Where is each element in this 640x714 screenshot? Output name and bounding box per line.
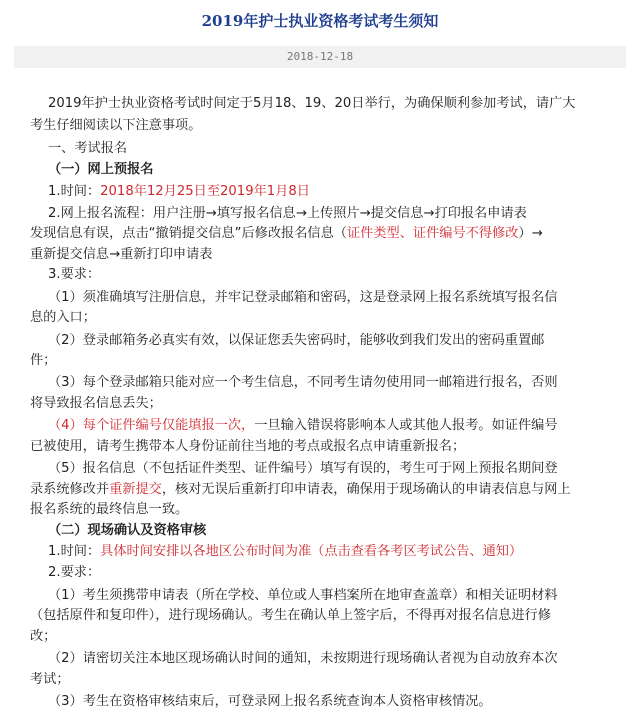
page-title: 2019年护士执业资格考试考生须知	[201, 12, 439, 30]
intro-line-2: 考生仔细阅读以下注意事项。	[30, 118, 202, 134]
req-3-line-2: 将导致报名信息丢失；	[30, 395, 162, 411]
req-4-highlight: （4）每个证件编号仅能填报一次，	[48, 418, 255, 434]
req-4-line-2: 已被使用，请考生携带本人身份证前往当地的考点或报名点申请重新报名；	[30, 438, 466, 454]
req-4-text: 一旦输入错误将影响本人或其他人报考。如证件编号	[254, 418, 558, 434]
onsite-req-1-line-2: （包括原件和复印件），进行现场确认。考生在确认单上签字后，不得再对报名信息进行修	[30, 608, 551, 624]
online-note	[30, 224, 543, 244]
note-arrow: ）→	[518, 226, 543, 242]
req-3-line-1: （3）每个登录邮箱只能对应一个考生信息，不同考生请勿使用同一邮箱进行报名，否则	[48, 375, 558, 391]
time-value: 2018年12月25日至2019年1月8日	[100, 183, 310, 199]
onsite-time-value[interactable]: 具体时间安排以各地区公布时间为准（点击查看各考区考试公告、通知）	[100, 544, 523, 560]
publish-date	[14, 46, 626, 68]
subsection-heading-online: （一）网上预报名	[48, 162, 154, 178]
req-5-line-1: （5）报名信息（不包括证件类型、证件编号）填写有误的，考生可于网上预报名期间登	[48, 461, 558, 477]
onsite-req-1-line-3: 改；	[30, 628, 57, 644]
online-flow: 2.网上报名流程：用户注册→填写报名信息→上传照片→提交信息→打印报名申请表	[48, 205, 527, 221]
req-1-line-2: 息的入口；	[30, 310, 96, 326]
onsite-req-2-line-2: 考试；	[30, 671, 70, 687]
online-note-cont: 重新提交信息→重新打印申请表	[30, 246, 213, 262]
online-requirements-label: 3.要求：	[48, 267, 101, 283]
onsite-time-label: 1.时间：	[48, 544, 101, 560]
req-5-text-a: 录系统修改并	[30, 481, 110, 497]
note-highlight: 证件类型、证件编号不得修改	[346, 226, 519, 242]
online-time	[48, 182, 310, 202]
onsite-requirements-label: 2.要求：	[48, 565, 101, 581]
onsite-req-1-line-1: （1）考生须携带申请表（所在学校、单位或人事档案所在地审查盖章）和相关证明材料	[48, 587, 558, 603]
req-5-highlight: 重新提交	[109, 481, 162, 497]
onsite-time	[48, 542, 522, 562]
date-text: 2018-12-18	[286, 50, 354, 63]
req-4-line-1	[48, 416, 558, 436]
onsite-req-3: （3）考生在资格审核结束后，可登录网上报名系统查询本人资格审核情况。	[48, 694, 492, 709]
req-2-line-2: 件；	[30, 353, 57, 369]
req-5-text-b: ，核对无误后重新打印申请表，确保用于现场确认的申请表信息与网上	[161, 481, 571, 497]
note-text: 发现信息有误，点击“撤销提交信息”后修改报名信息（	[30, 226, 347, 242]
time-label: 1.时间：	[48, 183, 101, 199]
req-2-line-1: （2）登录邮箱务必真实有效，以保证您丢失密码时，能够收到我们发出的密码重置邮	[48, 332, 545, 348]
req-5-line-2	[30, 480, 571, 500]
req-5-line-3: 报名系统的最终信息一致。	[30, 502, 189, 518]
req-1-line-1: （1）须准确填写注册信息，并牢记登录邮箱和密码，这是登录网上报名系统填写报名信	[48, 289, 558, 305]
subsection-heading-onsite: （二）现场确认及资格审核	[48, 522, 207, 538]
onsite-req-2-line-1: （2）请密切关注本地区现场确认时间的通知，未按期进行现场确认者视为自动放弃本次	[48, 651, 558, 667]
intro-line-1: 2019年护士执业资格考试时间定于5月18、19、20日举行，为确保顺利参加考试，请广大	[48, 96, 576, 111]
section-heading-1: 一、考试报名	[48, 140, 128, 156]
